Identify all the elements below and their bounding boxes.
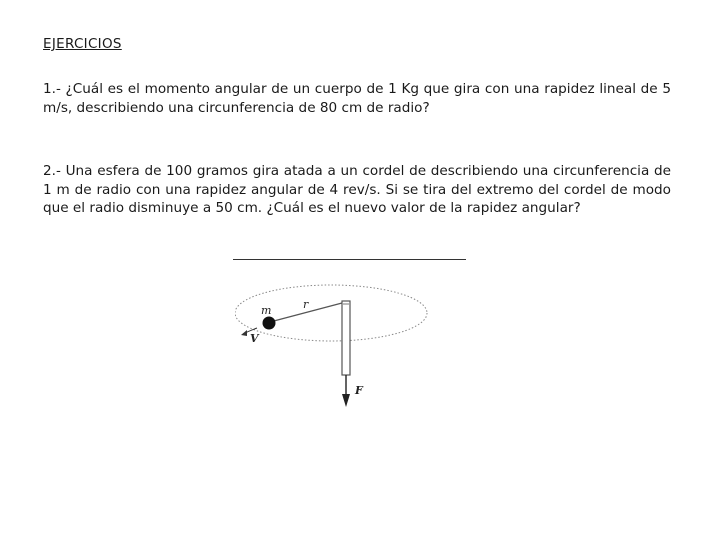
- force-arrow-head: [342, 394, 350, 407]
- tube: [342, 301, 350, 375]
- velocity-label: V: [250, 332, 259, 345]
- page-heading: EJERCICIOS: [43, 36, 122, 52]
- force-label: F: [355, 384, 363, 397]
- mass-label: m: [261, 304, 272, 317]
- radius-label: r: [303, 298, 309, 311]
- separator-line: [233, 259, 466, 260]
- rotating-mass-figure: [235, 270, 435, 420]
- question-1-text: 1.- ¿Cuál es el momento angular de un cuerpo de 1 Kg que gira con una rapidez lineal de 5 m/s, describiendo una circunferencia de 80 cm de radio?: [43, 81, 671, 116]
- mass-ball: [263, 317, 276, 330]
- question-2-text: 2.- Una esfera de 100 gramos gira atada a un cordel de describiendo una circunferencia de 1 m de radio con una rapidez angular de 4 rev/s. Si se tira del extremo del cordel de modo que el radio disminuye a 50 cm. ¿Cuál es el nuevo valor de la rapidez angular?: [43, 163, 671, 217]
